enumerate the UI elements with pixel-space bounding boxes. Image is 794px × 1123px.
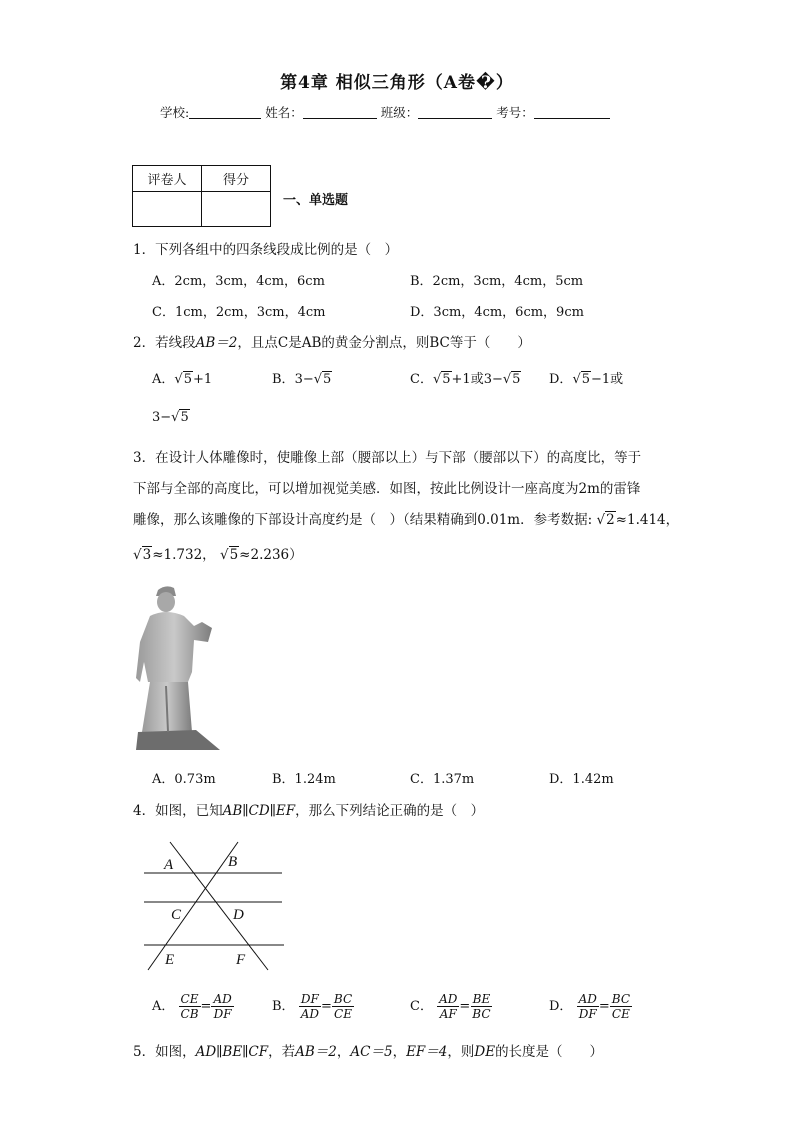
question-5-stem [133,1040,603,1060]
sqrt-symbol: √5 [572,372,591,387]
fraction [299,992,321,1021]
question-3-line-3 [133,508,679,528]
point-label-e: E [165,952,175,968]
question-3-line-3-text: 雕像，那么该雕像的下部设计高度约是（ ）（结果精确到0.01m．参考数据: [133,512,593,528]
sqrt-symbol: √3 [133,547,152,563]
question-4-stem-post: ，那么下列结论正确的是（ ） [295,803,485,819]
question-2-stem [133,331,531,351]
numerator: BE [472,992,491,1006]
question-1-option-c[interactable]: C．1cm，2cm，3cm，4cm [152,305,326,320]
class-label: 班级： [380,105,419,120]
question-2-option-d-continued [152,410,190,425]
radicand: 5 [229,547,239,563]
numerator: CE [180,992,199,1006]
name-label: 姓名： [265,105,303,120]
option-text: 3− [152,410,172,425]
numerator: AD [213,992,232,1006]
school-blank[interactable] [189,105,261,119]
question-5-text: ，则 [447,1044,475,1060]
sqrt-symbol: √5 [502,372,521,387]
question-1-stem: 1．下列各组中的四条线段成比例的是（ ） [133,242,399,258]
equals-sign: = [598,999,610,1014]
question-3-option-b[interactable]: B．1.24m [272,772,336,787]
transversal-1 [170,842,268,970]
question-3-option-d[interactable]: D．1.42m [549,772,614,787]
question-3-line-2: 下部与全部的高度比，可以增加视觉美感．如图，按此比例设计一座高度为2m的雷锋 [133,481,641,497]
question-2-stem-pre: 2．若线段 [133,335,196,351]
numerator: AD [578,992,597,1006]
numerator: BC [333,992,353,1006]
question-5-math: EF＝4 [406,1044,448,1060]
sqrt-symbol: √5 [313,372,332,387]
option-label: A． [152,999,175,1014]
question-5-math: AB＝2 [295,1044,337,1060]
question-5-math: AD∥BE∥CF [195,1044,269,1060]
sqrt-symbol: √5 [432,372,451,387]
name-blank[interactable] [303,105,377,119]
question-2-stem-post: ，且点C是AB的黄金分割点，则BC等于（ ） [237,335,531,351]
question-1-option-d[interactable]: D．3cm，4cm，6cm，9cm [410,305,584,320]
sqrt-symbol: √5 [174,372,192,387]
parallel-lines-diagram [140,840,290,975]
denominator: BC [472,1007,491,1021]
question-4-stem-math: AB∥CD∥EF [222,803,296,819]
question-3-line-4 [133,543,303,563]
exam-number-blank[interactable] [534,105,610,119]
question-3-option-c[interactable]: C．1.37m [410,772,475,787]
denominator: DF [578,1007,597,1021]
numerator: BC [611,992,631,1006]
fraction [437,992,459,1021]
radicand: 5 [180,410,189,425]
school-label: 学校: [160,105,190,120]
option-text: 3− [294,372,314,387]
fraction [179,992,201,1021]
grading-table [132,165,271,227]
point-label-f: F [236,952,246,968]
question-3-line-1: 3．在设计人体雕像时，使雕像上部（腰部以上）与下部（腰部以下）的高度比，等于 [133,450,642,466]
point-label-c: C [171,907,182,923]
denominator: CE [334,1007,352,1021]
fraction [610,992,632,1021]
option-label: B． [272,372,295,387]
denominator: AD [300,1007,319,1021]
denominator: CB [180,1007,199,1021]
page-title: 第4章 相似三角形（A卷�） [280,73,514,93]
equals-sign: = [200,999,212,1014]
option-label: D． [549,372,573,387]
score-cell[interactable] [202,192,271,227]
equals-sign: = [459,999,471,1014]
question-5-text: 5．如图， [133,1044,196,1060]
radicand: 5 [323,372,332,387]
question-4-stem [133,799,484,819]
numerator: DF [300,992,319,1006]
question-5-math: DE [474,1044,496,1060]
point-label-b: B [228,854,238,870]
question-2-stem-math: AB＝2 [195,335,238,351]
score-header: 得分 [202,166,271,192]
exam-number-label: 考号： [496,105,534,120]
denominator: CE [611,1007,630,1021]
point-label-a: A [164,857,174,873]
question-3-option-a[interactable]: A．0.73m [152,772,216,787]
option-label: C． [410,372,433,387]
radicand: 5 [442,372,451,387]
option-text: +1或3− [451,372,503,387]
radicand: 3 [142,547,152,563]
sqrt-symbol: √2 [596,512,615,528]
fraction [211,992,233,1021]
sqrt-symbol: √5 [171,410,189,425]
question-4-option-d[interactable] [549,992,632,1021]
question-1-option-b[interactable]: B．2cm，3cm，4cm，5cm [410,274,584,289]
sqrt3-value: ≈1.732， [152,547,216,563]
option-text: −1或 [591,372,624,387]
option-label: C． [410,999,433,1014]
section-heading: 一、单选题 [283,193,349,208]
student-info-line [160,103,610,121]
question-2-option-c[interactable] [410,368,521,387]
sqrt2-value: ≈1.414， [615,512,680,528]
question-4-stem-pre: 4．如图，已知 [133,803,223,819]
denominator: DF [213,1007,232,1021]
radicand: 5 [581,372,591,387]
question-4-option-c[interactable] [410,992,493,1021]
numerator: AD [439,992,458,1006]
radicand: 5 [512,372,521,387]
question-1-option-a[interactable]: A．2cm，3cm，4cm，6cm [152,274,325,289]
equals-sign: = [321,999,332,1014]
sqrt-symbol: √5 [219,547,239,563]
question-4-option-a[interactable] [152,992,234,1021]
question-2-option-b[interactable] [272,368,332,387]
reviewer-cell[interactable] [133,192,202,227]
radicand: 2 [606,512,615,528]
statue-photo [136,582,226,752]
class-blank[interactable] [418,105,492,119]
fraction [332,992,354,1021]
point-label-d: D [233,907,244,923]
question-5-text: ， [392,1044,407,1060]
option-label: A． [152,372,175,387]
question-5-text: ，若 [268,1044,296,1060]
sqrt5-value: ≈2.236） [239,547,303,563]
question-5-text: ， [336,1044,351,1060]
question-2-option-d[interactable] [549,368,623,387]
option-label: D． [549,999,573,1014]
transversal-2 [148,842,238,970]
question-4-option-b[interactable] [272,992,354,1021]
question-2-option-a[interactable] [152,368,212,387]
option-label: B． [272,999,295,1014]
option-text: +1 [192,372,213,387]
denominator: AF [439,1007,457,1021]
reviewer-header: 评卷人 [133,166,202,192]
fraction [470,992,492,1021]
radicand: 5 [183,372,192,387]
question-5-math: AC＝5 [350,1044,393,1060]
question-5-text: 的长度是（ ） [495,1044,604,1060]
fraction [577,992,599,1021]
